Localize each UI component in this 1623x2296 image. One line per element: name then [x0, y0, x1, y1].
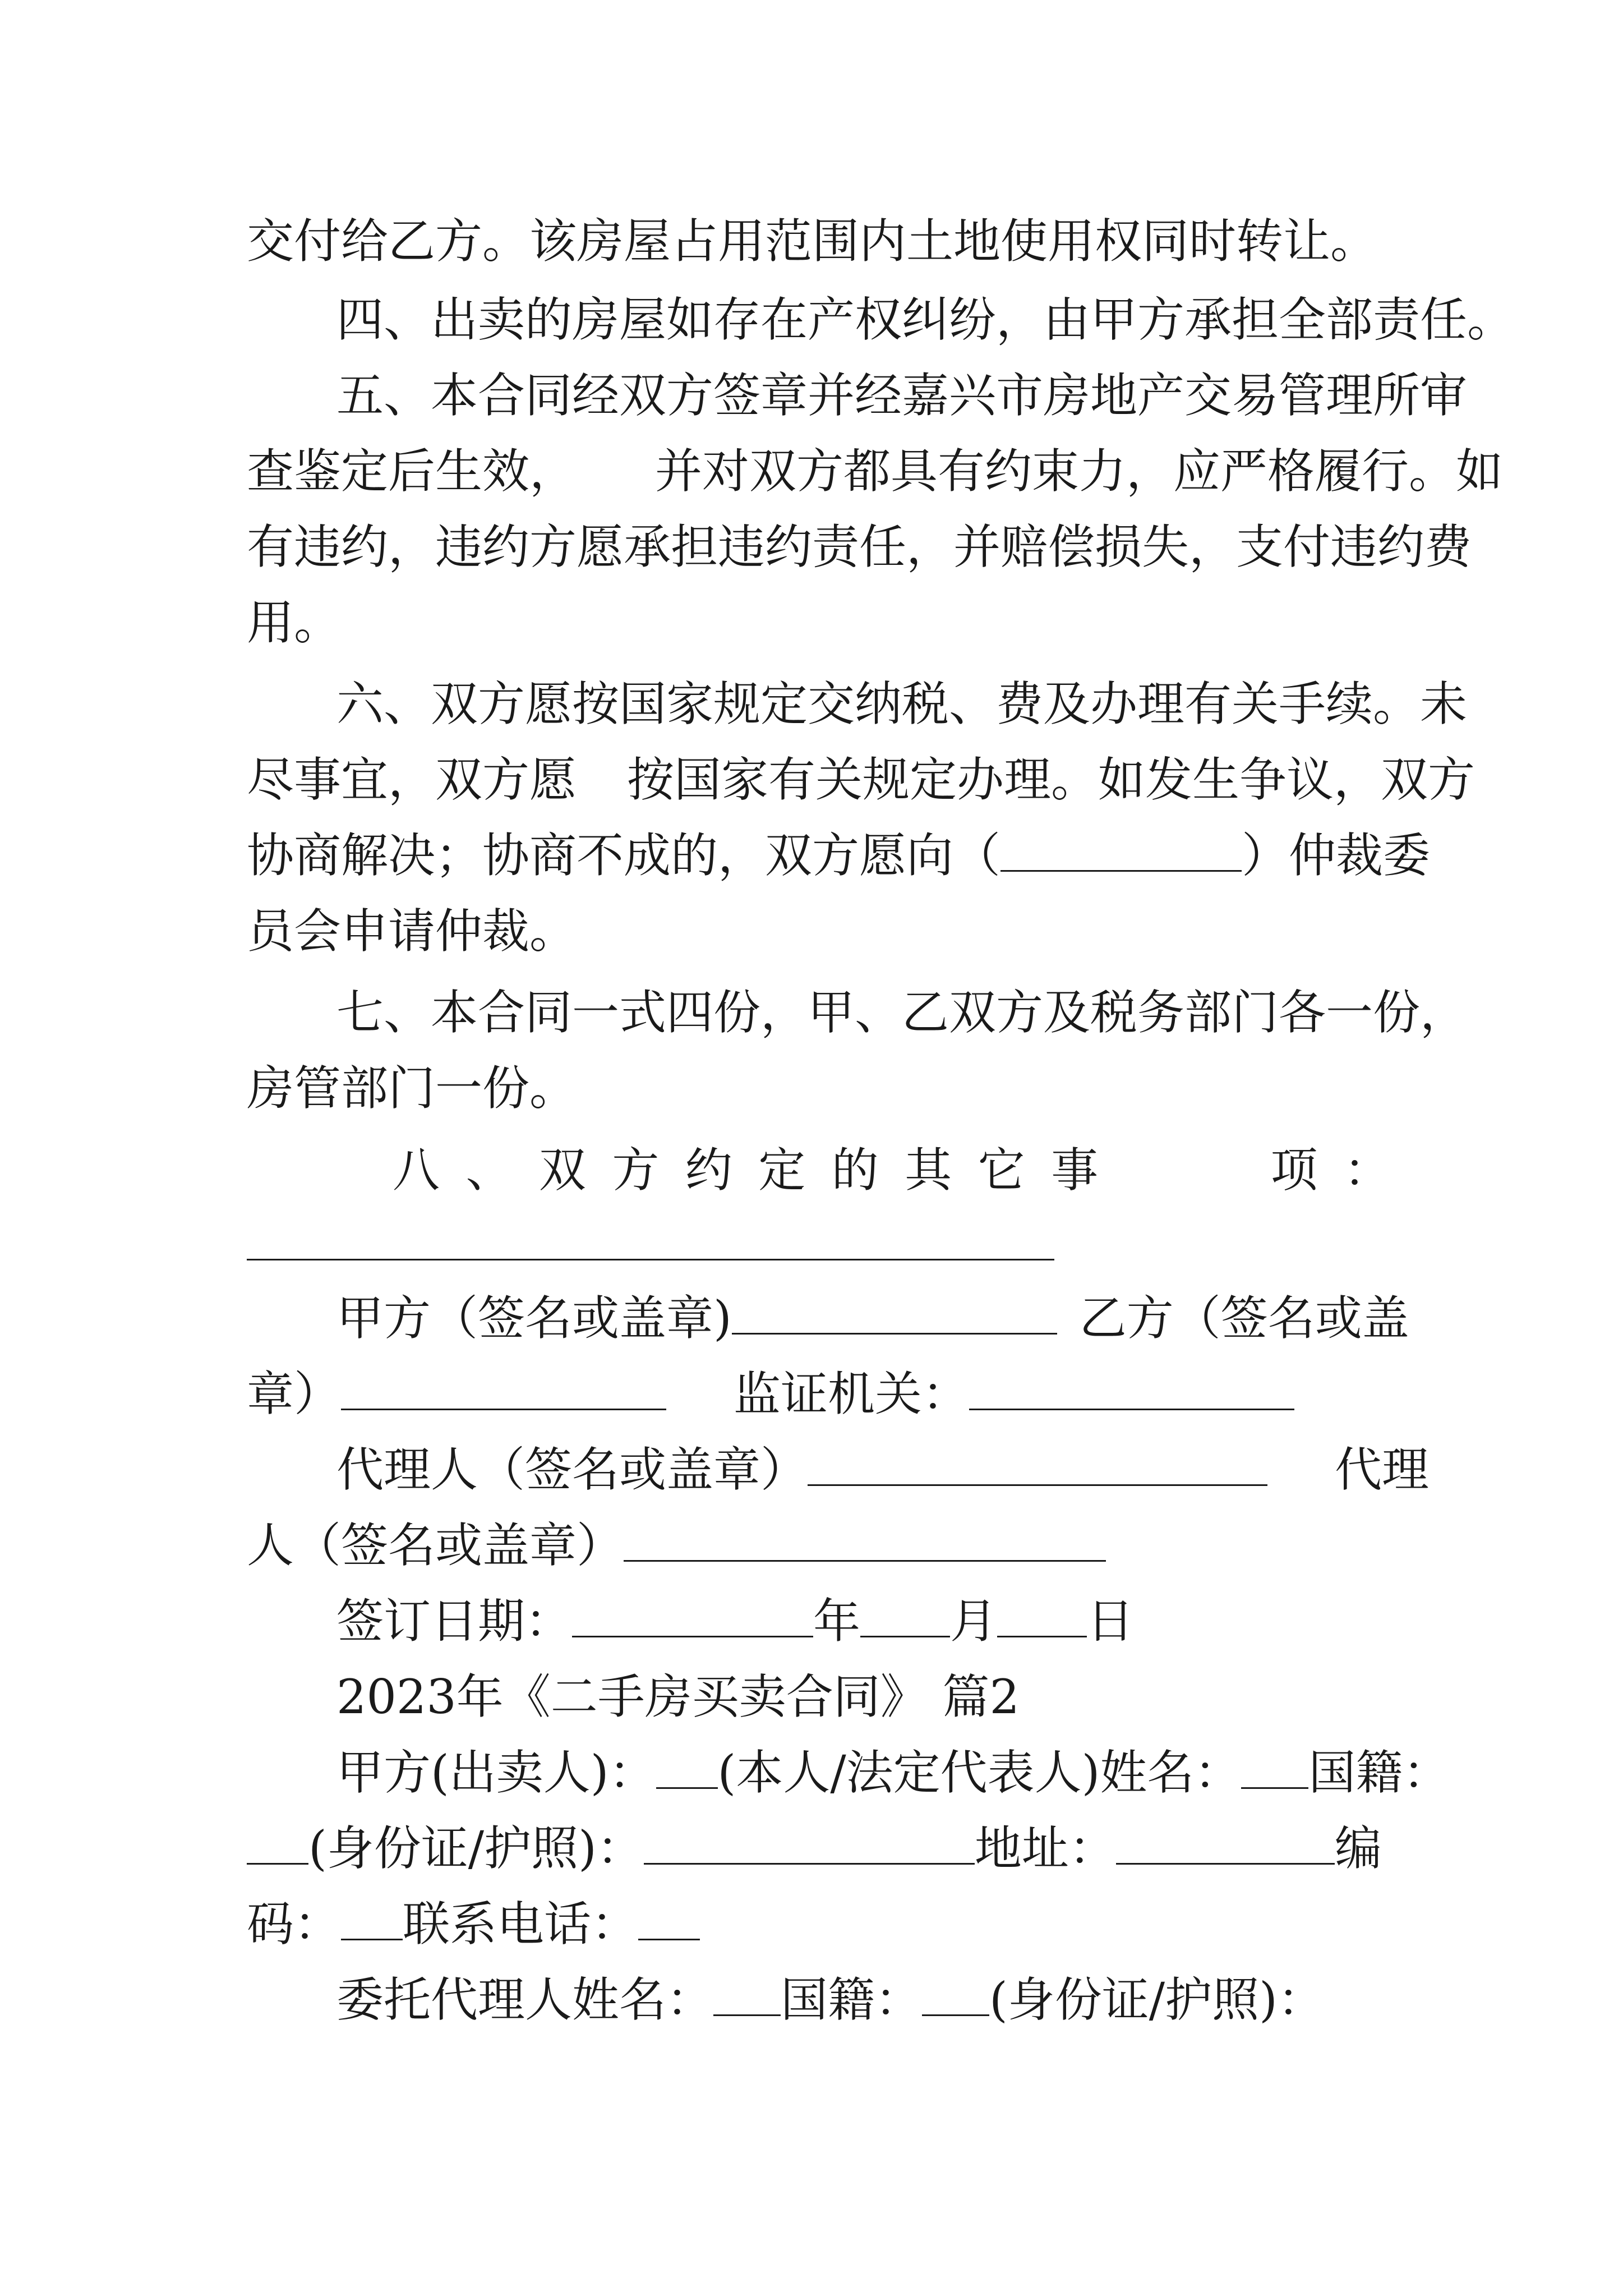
- agent-signature-cont: 人（签名或盖章）: [247, 1517, 1106, 1573]
- year-blank[interactable]: [572, 1596, 813, 1637]
- clause-6-cont: 员会申请仲裁。: [247, 904, 577, 959]
- postcode-blank[interactable]: [341, 1899, 403, 1940]
- clause-6: 六、双方愿按国家规定交纳税、费及办理有关手续。未: [336, 677, 1468, 731]
- field-blank[interactable]: [922, 1975, 989, 2016]
- signature-blank[interactable]: [732, 1294, 1057, 1335]
- day-blank[interactable]: [997, 1596, 1087, 1637]
- clause-5-cont: 用。: [247, 595, 342, 650]
- seller-info-cont: 码： 联系电话：: [247, 1896, 700, 1952]
- phone-blank[interactable]: [638, 1899, 700, 1940]
- field-blank[interactable]: [656, 1748, 718, 1789]
- address-blank[interactable]: [1116, 1824, 1335, 1865]
- month-blank[interactable]: [860, 1596, 950, 1637]
- signing-date: 签订日期： 年 月 日: [336, 1594, 1135, 1649]
- clause-6-cont: 尽事宜，双方愿 按国家有关规定办理。如发生争议，双方: [247, 752, 1476, 807]
- arbitration-blank[interactable]: [1000, 831, 1242, 872]
- clause-8: 八、双方约定的其它事 项：: [393, 1143, 1391, 1198]
- clause-5-cont: 有违约，违约方愿承担违约责任，并赔偿损失，支付违约费: [247, 519, 1472, 574]
- seller-info-cont: (身份证/护照)： 地址： 编: [247, 1820, 1382, 1876]
- section-heading: 2023年《二手房买卖合同》 篇2: [336, 1669, 1020, 1724]
- agent-signature: 代理人（签名或盖章） 代理: [336, 1442, 1430, 1497]
- signature-blank[interactable]: [341, 1369, 666, 1410]
- clause-5: 五、本合同经双方签章并经嘉兴市房地产交易管理所审: [336, 368, 1468, 423]
- clause-8-blank[interactable]: [247, 1259, 1054, 1260]
- party-a-signature: 甲方（签名或盖章) 乙方（签名或盖: [336, 1291, 1409, 1346]
- field-blank[interactable]: [1241, 1748, 1308, 1789]
- clause-5-cont: 查鉴定后生效， 并对双方都具有约束力，应严格履行。如: [247, 444, 1504, 499]
- clause-text: 交付给乙方。该房屋占用范围内土地使用权同时转让。: [247, 214, 1378, 269]
- field-blank[interactable]: [247, 1824, 308, 1865]
- field-blank[interactable]: [713, 1975, 781, 2016]
- signature-blank[interactable]: [808, 1445, 1267, 1486]
- agent-info: 委托代理人姓名： 国籍： (身份证/护照)：: [336, 1972, 1325, 2027]
- clause-4: 四、出卖的房屋如存在产权纠纷，由甲方承担全部责任。: [336, 292, 1515, 347]
- party-b-signature: 章） 监证机关：: [247, 1366, 1294, 1422]
- clause-7: 七、本合同一式四份，甲、乙双方及税务部门各一份，: [336, 985, 1468, 1040]
- id-blank[interactable]: [644, 1824, 975, 1865]
- seller-info: 甲方(出卖人)： (本人/法定代表人)姓名： 国籍：: [336, 1745, 1450, 1800]
- signature-blank[interactable]: [624, 1521, 1106, 1562]
- clause-7-cont: 房管部门一份。: [247, 1061, 577, 1116]
- clause-6-cont: 协商解决；协商不成的，双方愿向（ ）仲裁委: [247, 828, 1431, 883]
- authority-blank[interactable]: [969, 1369, 1294, 1410]
